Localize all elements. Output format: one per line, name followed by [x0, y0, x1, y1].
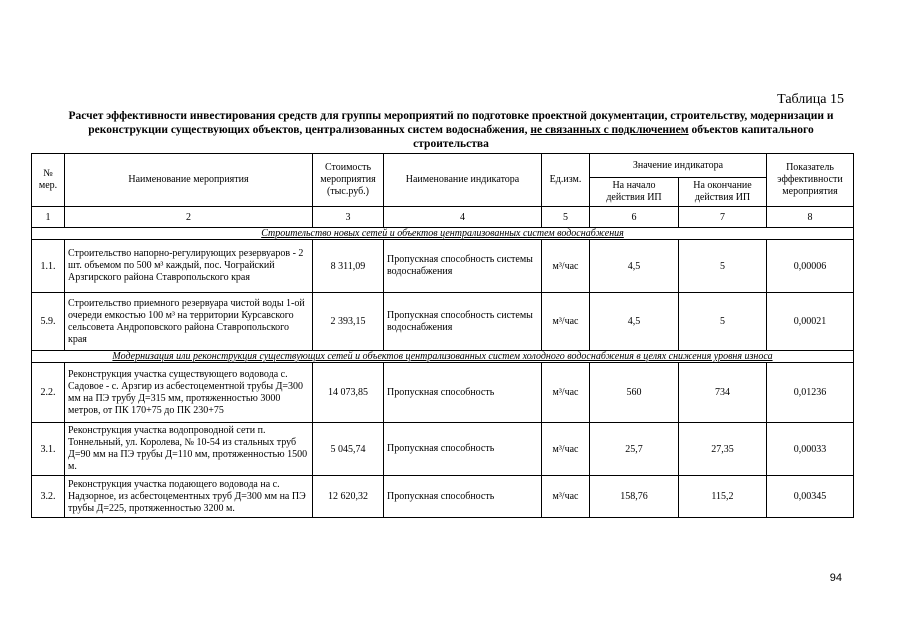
row-name: Реконструкция участка существующего водовода с. Садовое - с. Арзгир из асбестоцементной трубы Д=300 мм на ПЭ трубу Д=315 мм, протяженностью 3000 метров, от ПК 170+75 до ПК 230+75	[65, 363, 313, 423]
header-row-1	[32, 154, 854, 178]
section-title: Строительство новых сетей и объектов централизованных систем водоснабжения	[32, 228, 854, 240]
row-num: 3.2.	[32, 476, 65, 518]
title-tail: объектов капитального строительства	[413, 124, 814, 150]
col-number: 8	[767, 207, 854, 228]
title-main: Расчет эффективности инвестирования средств для группы мероприятий по подготовке проектной документации, строительству, модернизации и реконструкции существующих объектов, централизованных систем водоснабжения,	[68, 110, 834, 136]
row-indicator: Пропускная способность системы водоснабжения	[384, 293, 542, 351]
row-cost: 14 073,85	[313, 363, 384, 423]
document-title	[56, 109, 846, 151]
row-end: 5	[679, 293, 767, 351]
header-num: № мер.	[32, 154, 65, 207]
row-num: 5.9.	[32, 293, 65, 351]
row-cost: 2 393,15	[313, 293, 384, 351]
row-unit: м³/час	[542, 240, 590, 293]
header-unit: Ед.изм.	[542, 154, 590, 207]
row-efficiency: 0,00006	[767, 240, 854, 293]
col-number: 1	[32, 207, 65, 228]
row-efficiency: 0,01236	[767, 363, 854, 423]
row-name: Строительство приемного резервуара чистой воды 1-ой очереди емкостью 100 м³ на территории Курсавского сельсовета Андроповского района Ставропольского края	[65, 293, 313, 351]
header-cost: Стоимость мероприятия (тыс.руб.)	[313, 154, 384, 207]
row-cost: 5 045,74	[313, 423, 384, 476]
row-start: 25,7	[590, 423, 679, 476]
row-unit: м³/час	[542, 293, 590, 351]
row-indicator: Пропускная способность системы водоснабжения	[384, 240, 542, 293]
page-number: 94	[829, 572, 842, 584]
row-end: 115,2	[679, 476, 767, 518]
col-number: 3	[313, 207, 384, 228]
section-row	[32, 351, 854, 363]
header-name: Наименование мероприятия	[65, 154, 313, 207]
row-unit: м³/час	[542, 423, 590, 476]
table-row	[32, 423, 854, 476]
col-number: 2	[65, 207, 313, 228]
row-unit: м³/час	[542, 363, 590, 423]
header-indicator-name: Наименование индикатора	[384, 154, 542, 207]
row-unit: м³/час	[542, 476, 590, 518]
col-number: 4	[384, 207, 542, 228]
row-name: Строительство напорно-регулирующих резервуаров - 2 шт. объемом по 500 м³ каждый, пос. Чограйский Арзгирского района Ставропольского края	[65, 240, 313, 293]
row-start: 560	[590, 363, 679, 423]
section-title: Модернизация или реконструкция существующих сетей и объектов централизованных систем холодного водоснабжения в целях снижения уровня износа	[32, 351, 854, 363]
row-cost: 12 620,32	[313, 476, 384, 518]
row-efficiency: 0,00033	[767, 423, 854, 476]
table-number-label: Таблица 15	[777, 92, 844, 107]
column-number-row	[32, 207, 854, 228]
col-number: 7	[679, 207, 767, 228]
header-efficiency: Показатель эффективности мероприятия	[767, 154, 854, 207]
table-row	[32, 476, 854, 518]
row-indicator: Пропускная способность	[384, 363, 542, 423]
row-cost: 8 311,09	[313, 240, 384, 293]
row-num: 3.1.	[32, 423, 65, 476]
efficiency-table	[31, 153, 854, 518]
row-name: Реконструкция участка подающего водовода на с. Надзорное, из асбестоцементных труб Д=300 мм на ПЭ трубы Д=225, протяженностью 3200 м.	[65, 476, 313, 518]
row-num: 2.2.	[32, 363, 65, 423]
row-indicator: Пропускная способность	[384, 423, 542, 476]
table-row	[32, 240, 854, 293]
row-efficiency: 0,00345	[767, 476, 854, 518]
table-row	[32, 293, 854, 351]
row-efficiency: 0,00021	[767, 293, 854, 351]
row-start: 4,5	[590, 240, 679, 293]
header-indicator-value: Значение индикатора	[590, 154, 767, 178]
row-end: 27,35	[679, 423, 767, 476]
row-start: 4,5	[590, 293, 679, 351]
row-indicator: Пропускная способность	[384, 476, 542, 518]
row-end: 5	[679, 240, 767, 293]
row-name: Реконструкция участка водопроводной сети п. Тоннельный, ул. Королева, № 10-54 из стальных труб Д=90 мм на ПЭ трубы Д=110 мм, протяженностью 1500 м.	[65, 423, 313, 476]
row-num: 1.1.	[32, 240, 65, 293]
col-number: 6	[590, 207, 679, 228]
header-end: На окончание действия ИП	[679, 178, 767, 207]
section-row	[32, 228, 854, 240]
row-start: 158,76	[590, 476, 679, 518]
row-end: 734	[679, 363, 767, 423]
header-start: На начало действия ИП	[590, 178, 679, 207]
table-row	[32, 363, 854, 423]
title-underlined: не связанных с подключением	[530, 124, 689, 136]
col-number: 5	[542, 207, 590, 228]
